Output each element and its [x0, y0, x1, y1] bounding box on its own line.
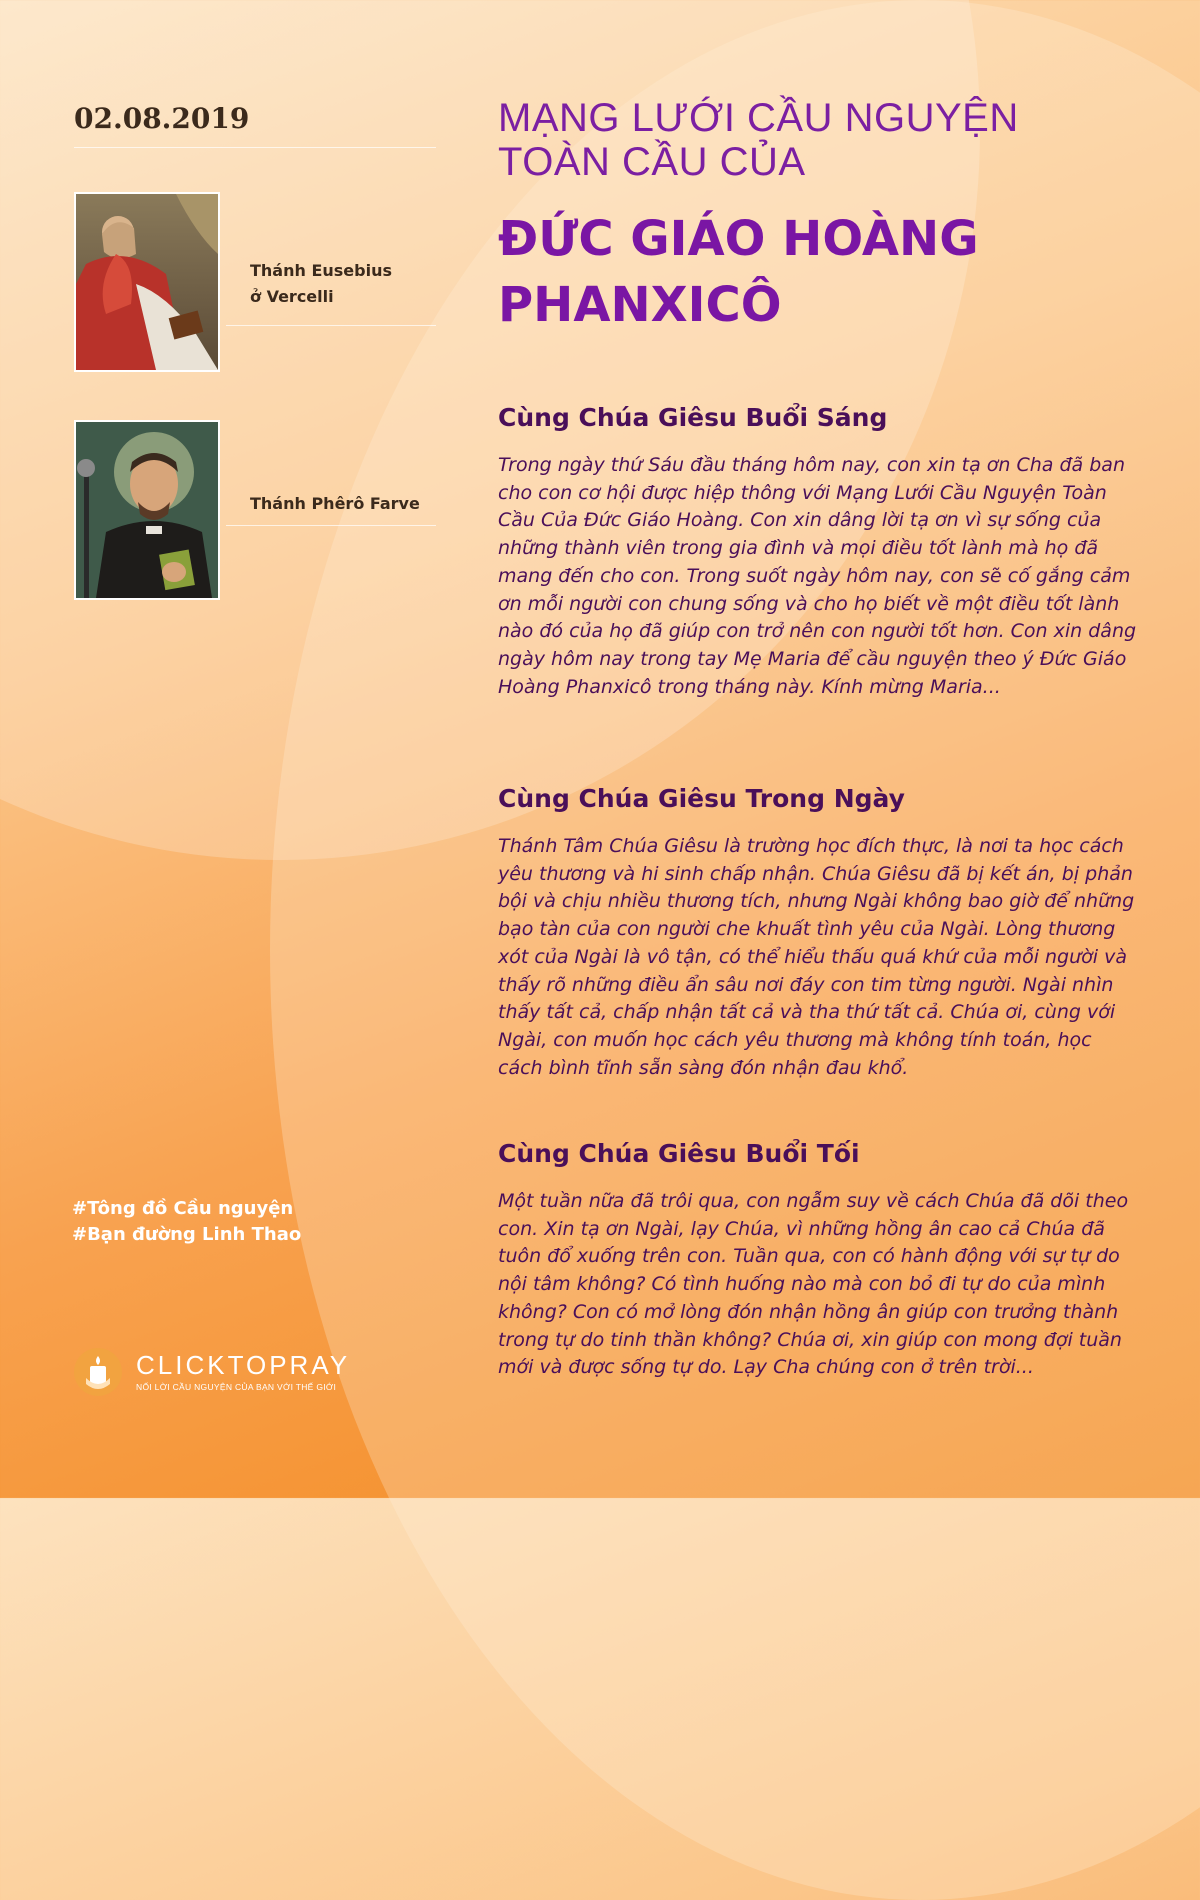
- morning-section: [498, 402, 1138, 701]
- saint-farve-name: [250, 491, 420, 517]
- date-label: 02.08.2019: [74, 102, 250, 135]
- section-heading: Cùng Chúa Giêsu Trong Ngày: [498, 784, 905, 813]
- evening-section: [498, 1138, 1138, 1382]
- section-body: Một tuần nữa đã trôi qua, con ngẫm suy về cách Chúa đã dõi theo con. Xin tạ ơn Ngài, lạy Chúa, vì những hồng ân cao cả Chúa đã tuôn đổ xuống trên con. Tuần qua, con có hành động với sự tự do nội tâm không? Có tình huống nào mà con bỏ đi tự do của mình không? Con có mở lòng đón nhận hồng ân giúp con trưởng thành trong tự do tinh thần không? Chúa ơi, xin giúp con mong đợi tuần mới và được sống tự do. Lạy Cha chúng con ở trên trời...: [498, 1190, 1129, 1379]
- title-bold-line-2: PHANXICÔ: [498, 277, 782, 333]
- saint-name-line1: Thánh Phêrô Farve: [250, 494, 420, 513]
- divider: [226, 525, 436, 526]
- saint-name-line1: Thánh Eusebius: [250, 261, 392, 280]
- title-bold-line-1: ĐỨC GIÁO HOÀNG: [498, 211, 979, 267]
- saint-farve-image: [74, 420, 220, 600]
- title-line-1: MẠNG LƯỚI CẦU NGUYỆN: [498, 96, 1019, 140]
- saint-eusebius-name: [250, 258, 392, 310]
- saint-peter-faber-painting: [76, 422, 218, 598]
- title-line-2: TOÀN CẦU CỦA: [498, 140, 806, 184]
- section-body: Thánh Tâm Chúa Giêsu là trường học đích thực, là nơi ta học cách yêu thương và hi sinh chấp nhận. Chúa Giêsu đã bị kết án, bị phản bội và chịu nhiều thương tích, nhưng Ngài không bao giờ để những bạo tàn của con người che khuất tình yêu của Ngài. Lòng thương xót của Ngài là vô tận, có thể hiểu thấu quá khứ của mỗi người và thấy rõ những điều ẩn sâu nơi đáy con tim từng người. Ngài nhìn thấy tất cả, chấp nhận tất cả và tha thứ tất cả. Chúa ơi, cùng với Ngài, con muốn học cách yêu thương mà không tính toán, học cách bình tĩnh sẵn sàng đón nhận đau khổ.: [498, 835, 1135, 1079]
- divider: [74, 147, 436, 148]
- clicktopray-logo[interactable]: [74, 1348, 351, 1398]
- section-heading: Cùng Chúa Giêsu Buổi Tối: [498, 1139, 860, 1168]
- logo-title: CLICKTOPRAY: [136, 1350, 351, 1380]
- saint-eusebius-image: [74, 192, 220, 372]
- logo-subtitle: NỐI LỜI CẦU NGUYỆN CỦA BẠN VỚI THẾ GIỚI: [136, 1382, 337, 1392]
- hashtags: [72, 1196, 301, 1248]
- page-title-light: [498, 96, 1019, 184]
- hashtag-2: #Bạn đường Linh Thao: [72, 1224, 302, 1245]
- saint-name-line2: ở Vercelli: [250, 287, 334, 306]
- hashtag-1: #Tông đồ Cầu nguyện: [72, 1198, 294, 1219]
- daytime-section: [498, 783, 1138, 1082]
- section-heading: Cùng Chúa Giêsu Buổi Sáng: [498, 403, 888, 432]
- candle-hand-icon: [74, 1348, 122, 1396]
- page-title-bold: [498, 206, 979, 338]
- saint-eusebius-painting: [76, 194, 218, 370]
- divider: [226, 325, 436, 326]
- section-body: Trong ngày thứ Sáu đầu tháng hôm nay, con xin tạ ơn Cha đã ban cho con cơ hội được hiệp thông với Mạng Lưới Cầu Nguyện Toàn Cầu Của Đức Giáo Hoàng. Con xin dâng lời tạ ơn vì sự sống của những thành viên trong gia đình và mọi điều tốt lành mà họ đã mang đến cho con. Trong suốt ngày hôm nay, con sẽ cố gắng cảm ơn mỗi người con chung sống và cho họ biết về một điều tốt lành nào đó của họ đã giúp con trở nên con người tốt hơn. Con xin dâng ngày hôm nay trong tay Mẹ Maria để cầu nguyện theo ý Đức Giáo Hoàng Phanxicô trong tháng này. Kính mừng Maria...: [498, 454, 1137, 698]
